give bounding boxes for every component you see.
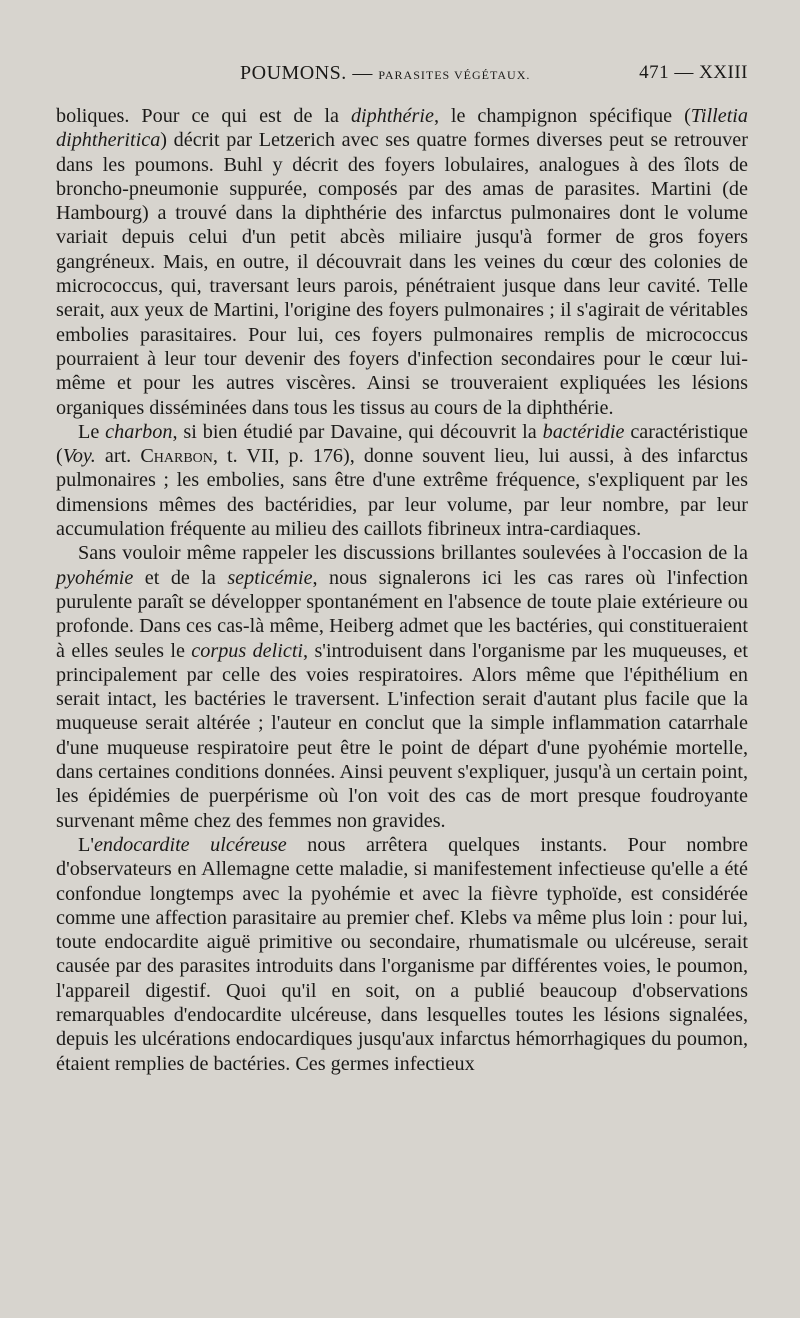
running-title-text: POUMONS. [240, 62, 347, 84]
text-run: , si bien étudié par Davaine, qui découvrit la [172, 420, 543, 443]
section-title: PARASITES VÉGÉTAUX. [378, 68, 531, 82]
text-run: caractéristique ( [56, 420, 749, 468]
italic-term: corpus delicti [191, 639, 304, 662]
text-run: , nous signalerons ici les cas rares où l'infection purulente paraît se développer spontanément en l'absence de toute plaie extérieure ou profonde. Dans ces cas-là même, Heiberg admet que les bactéries, qui constitueraient à elles seules le [56, 566, 748, 662]
text-run: Le [78, 420, 106, 443]
text-run: L' [78, 833, 94, 856]
paragraph [56, 541, 748, 833]
small-caps-term: Charbon [140, 445, 213, 468]
paragraph [56, 420, 748, 541]
text-run: nous arrêtera quelques instants. Pour nombre d'observateurs en Allemagne cette maladie, si manifestement infectieuse qu'elle a été confondue longtemps avec la pyohémie et avec la fièvre typhoïde, est considérée comme une affection parasitaire au premier chef. Klebs va même plus loin : pour lui, toute endocardite aiguë primitive ou secondaire, rhumatismale ou ulcéreuse, serait causée par des parasites introduits dans l'organisme par différentes voies, le poumon, l'appareil digestif. Quoi qu'il en soit, on a publié beaucoup d'observations remarquables d'endocardite ulcéreuse, dans lesquelles toutes les lésions signalées, depuis les ulcérations endocardiques jusqu'aux infarctus hémorrhagiques du poumon, étaient remplies de bactéries. Ces germes infectieux [56, 833, 748, 1075]
italic-term: charbon [105, 420, 173, 443]
paragraph [56, 833, 748, 1076]
text-run: boliques. Pour ce qui est de la [56, 105, 351, 127]
body-text [56, 104, 748, 1076]
italic-term: pyohémie [56, 566, 134, 589]
text-run: et de la [133, 566, 228, 589]
text-run: ) décrit par Letzerich avec ses quatre formes diverses peut se retrouver dans les poumons. Buhl y décrit des foyers lobulaires, analogues à des îlots de broncho-pneumonie suppurée, composés par des amas de parasites. Martini (de Hambourg) a trouvé dans la diphthérie des infarctus pulmonaires dont le volume variait depuis celui d'un petit abcès miliaire jusqu'à former de gros foyers gangréneux. Mais, en outre, il découvrait dans les veines du cœur des colonies de micrococcus, qui, traversant leurs parois, pénétraient jusque dans leur cavité. Telle serait, aux yeux de Martini, l'origine des foyers pulmonaires ; il s'agirait de véritables embolies parasitaires. Pour lui, ces foyers pulmonaires remplis de micrococcus pourraient à leur tour devenir des foyers d'infection secondaires pour le cœur lui-même et pour les autres viscères. Ainsi se trouveraient expliquées les lésions organiques disséminées dans tous les tissus au cours de la diphthérie. [56, 129, 748, 419]
italic-term: diphthérie [350, 105, 434, 127]
page-number: 471 — XXIII [639, 62, 748, 83]
header-separator: — [346, 62, 379, 84]
running-title [240, 62, 530, 85]
paragraph [56, 104, 748, 420]
text-run: , t. VII, p. 176), donne souvent lieu, lui aussi, à des infarctus pulmonaires ; les embolies, sans être d'une extrême fréquence, s'expliquent par les dimensions mêmes des bactéridies, par leur volume, par leur nombre, par leur accumulation fréquente au milieu des caillots fibrineux intra-cardiaques. [56, 445, 748, 541]
italic-term: endocardite ulcéreuse [93, 833, 287, 856]
text-run: art. [95, 445, 141, 468]
text-run: Sans vouloir même rappeler les discussions brillantes soulevées à l'occasion de la [78, 542, 748, 565]
text-run: , le champignon spécifique ( [433, 105, 691, 127]
italic-term: Voy. [62, 445, 96, 468]
italic-term: bactéridie [542, 420, 625, 443]
page-header [56, 62, 748, 102]
text-run: , s'introduisent dans l'organisme par les muqueuses, et principalement par celle des voies respiratoires. Alors même que l'épithélium en serait intact, les bactéries le traversent. L'infection serait d'autant plus facile que la muqueuse serait altérée ; l'auteur en conclut que la simple inflammation catarrhale d'une muqueuse respiratoire peut être le point de départ d'une pyohémie mortelle, dans certaines conditions données. Ainsi peuvent s'expliquer, jusqu'à un certain point, les épidémies de puerpérisme où l'on voit des cas de mort presque foudroyante survenant même chez des femmes non gravides. [56, 639, 749, 832]
italic-term: septicémie [227, 566, 313, 589]
italic-term: Tilletia diphtheritica [56, 105, 749, 152]
